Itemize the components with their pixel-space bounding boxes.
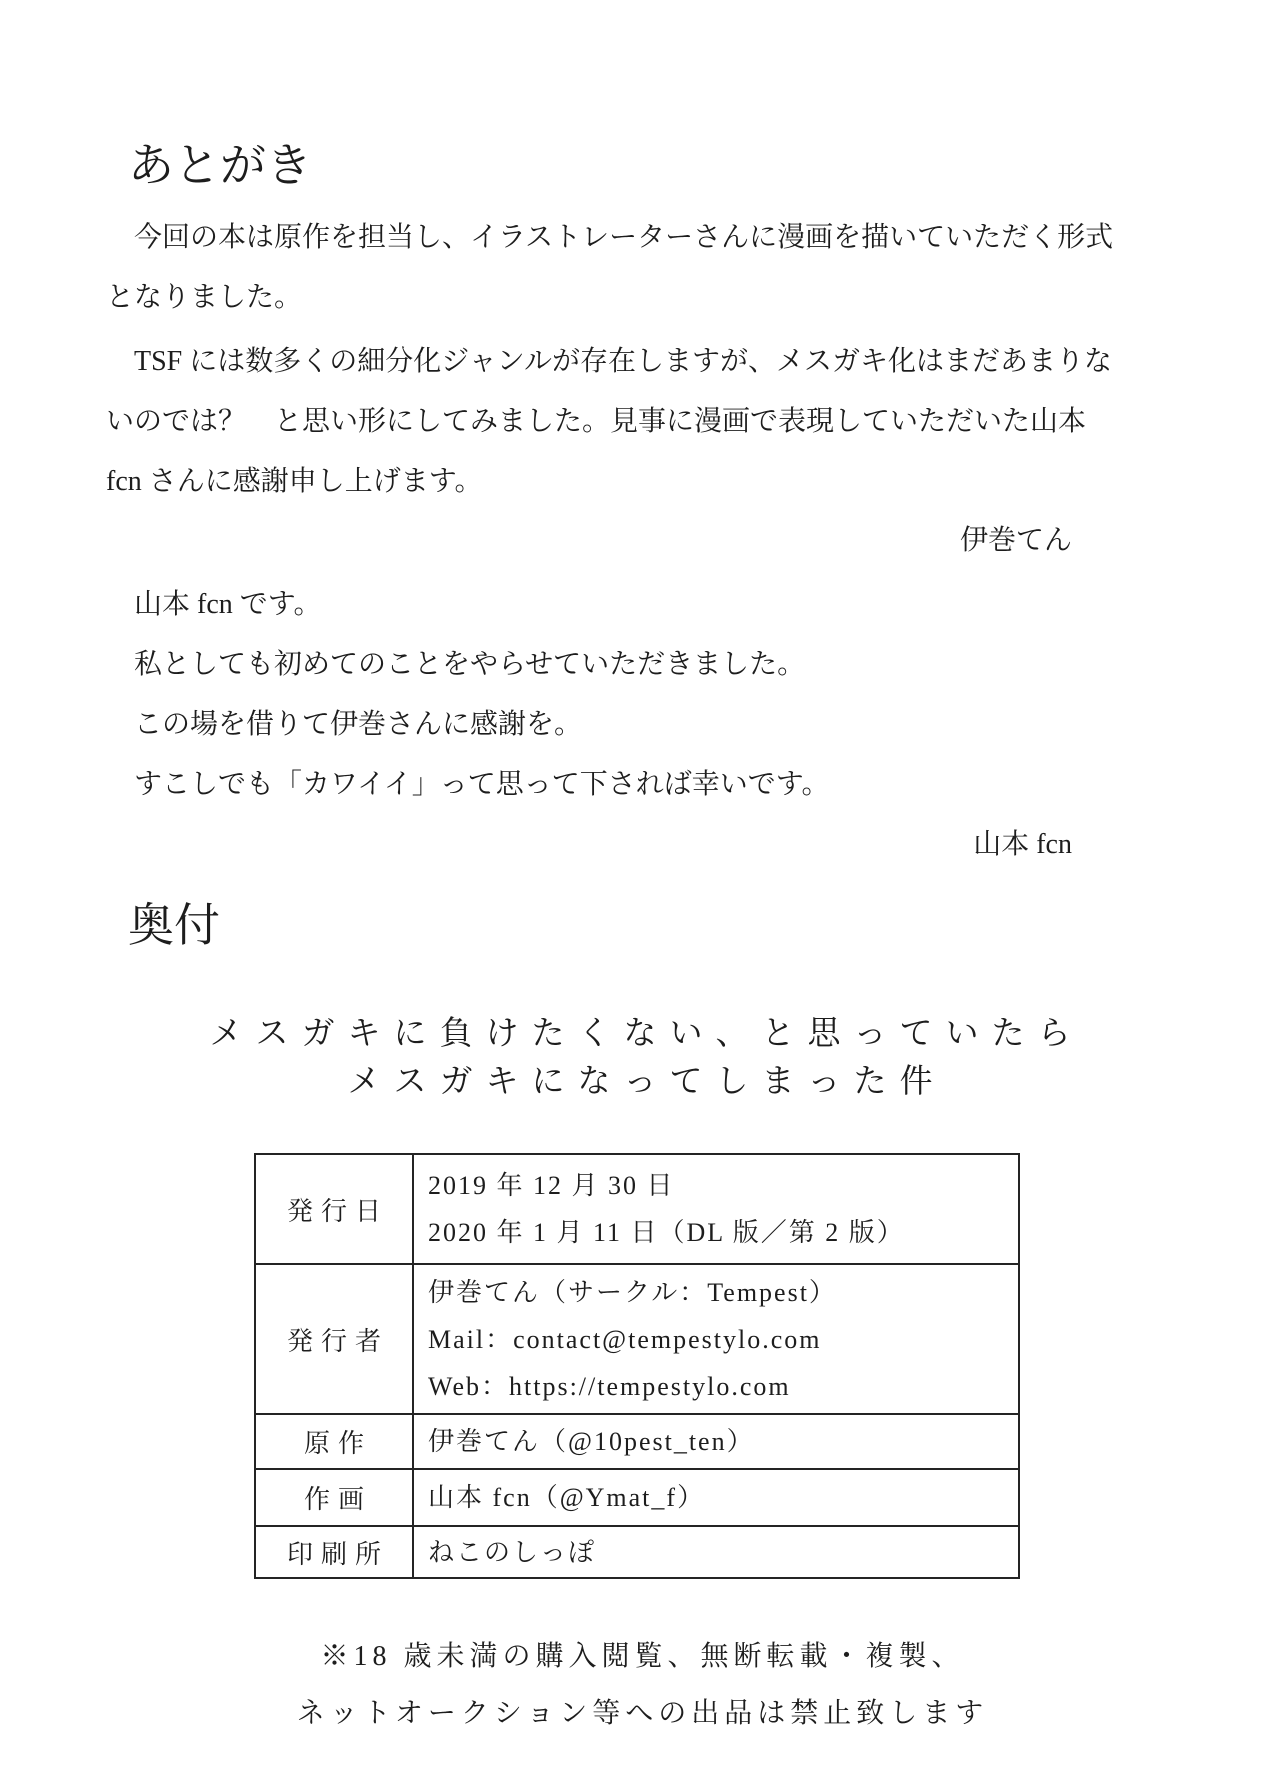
book-title-line: メスガキになってしまった件	[347, 1064, 946, 1100]
purchase-warning-line: ネットオークション等への出品は禁止致します	[296, 1698, 989, 1729]
table-row-publish-date	[255, 1154, 1019, 1264]
table-cell-line: ねこのしっぽ	[428, 1537, 597, 1567]
table-row-value	[413, 1469, 1019, 1526]
afterword-line: 今回の本は原作を担当し、イラストレーターさんに漫画を描いていただく形式	[106, 222, 1114, 253]
purchase-warning-line: ※18 歳未満の購入閲覧、無断転載・複製、	[320, 1641, 965, 1672]
table-row-label: 作画	[255, 1469, 413, 1526]
afterword-line: すこしでも「カワイイ」って思って下されば幸いです。	[106, 769, 830, 800]
table-row-printer	[255, 1526, 1019, 1578]
afterword-paragraph-2	[106, 332, 1112, 512]
afterword-line: 私としても初めてのことをやらせていただきました。	[106, 649, 806, 680]
table-cell-line: Web：https://tempestylo.com	[428, 1371, 791, 1401]
table-row-value	[413, 1154, 1019, 1264]
afterword-paragraph-3	[106, 575, 830, 815]
table-cell-line: 2020 年 1 月 11 日（DL 版／第 2 版）	[428, 1218, 905, 1247]
afterword-line: いのでは？ と思い形にしてみました。見事に漫画で表現していただいた山本	[106, 406, 1087, 437]
table-cell-line: 山本 fcn（@Ymat_f）	[428, 1483, 706, 1512]
afterword-signature-imaki: 伊巻てん	[959, 525, 1072, 556]
table-row-publisher	[255, 1264, 1019, 1414]
afterword-signature-yamamoto: 山本 fcn	[973, 829, 1072, 860]
table-row-label: 原作	[255, 1414, 413, 1469]
afterword-line: 山本 fcn です。	[106, 589, 322, 620]
table-row-value	[413, 1414, 1019, 1469]
purchase-warning	[0, 1628, 1280, 1742]
afterword-heading: あとがき	[128, 140, 312, 191]
table-row-label: 発行者	[255, 1264, 413, 1414]
afterword-line: となりました。	[106, 282, 303, 313]
table-row-original-story	[255, 1414, 1019, 1469]
table-row-artist	[255, 1469, 1019, 1526]
table-row-label: 印刷所	[255, 1526, 413, 1578]
colophon-table	[254, 1153, 1020, 1579]
table-row-value	[413, 1526, 1019, 1578]
table-cell-line: Mail：contact@tempestylo.com	[428, 1324, 822, 1354]
afterword-line: TSF には数多くの細分化ジャンルが存在しますが、メスガキ化はまだあまりな	[106, 346, 1112, 377]
book-title	[0, 1010, 1280, 1106]
table-cell-line: 伊巻てん（@10pest_ten）	[428, 1427, 755, 1456]
table-row-label: 発行日	[255, 1154, 413, 1264]
table-cell-line: 2019 年 12 月 30 日	[428, 1171, 675, 1200]
book-title-line: メスガキに負けたくない、と思っていたら	[209, 1016, 1084, 1052]
colophon-heading: 奥付	[128, 900, 220, 951]
table-cell-line: 伊巻てん（サークル：Tempest）	[428, 1277, 837, 1307]
afterword-line: fcn さんに感謝申し上げます。	[106, 466, 483, 497]
afterword-paragraph-1	[106, 208, 1113, 328]
table-row-value	[413, 1264, 1019, 1414]
afterword-line: この場を借りて伊巻さんに感謝を。	[106, 709, 583, 740]
